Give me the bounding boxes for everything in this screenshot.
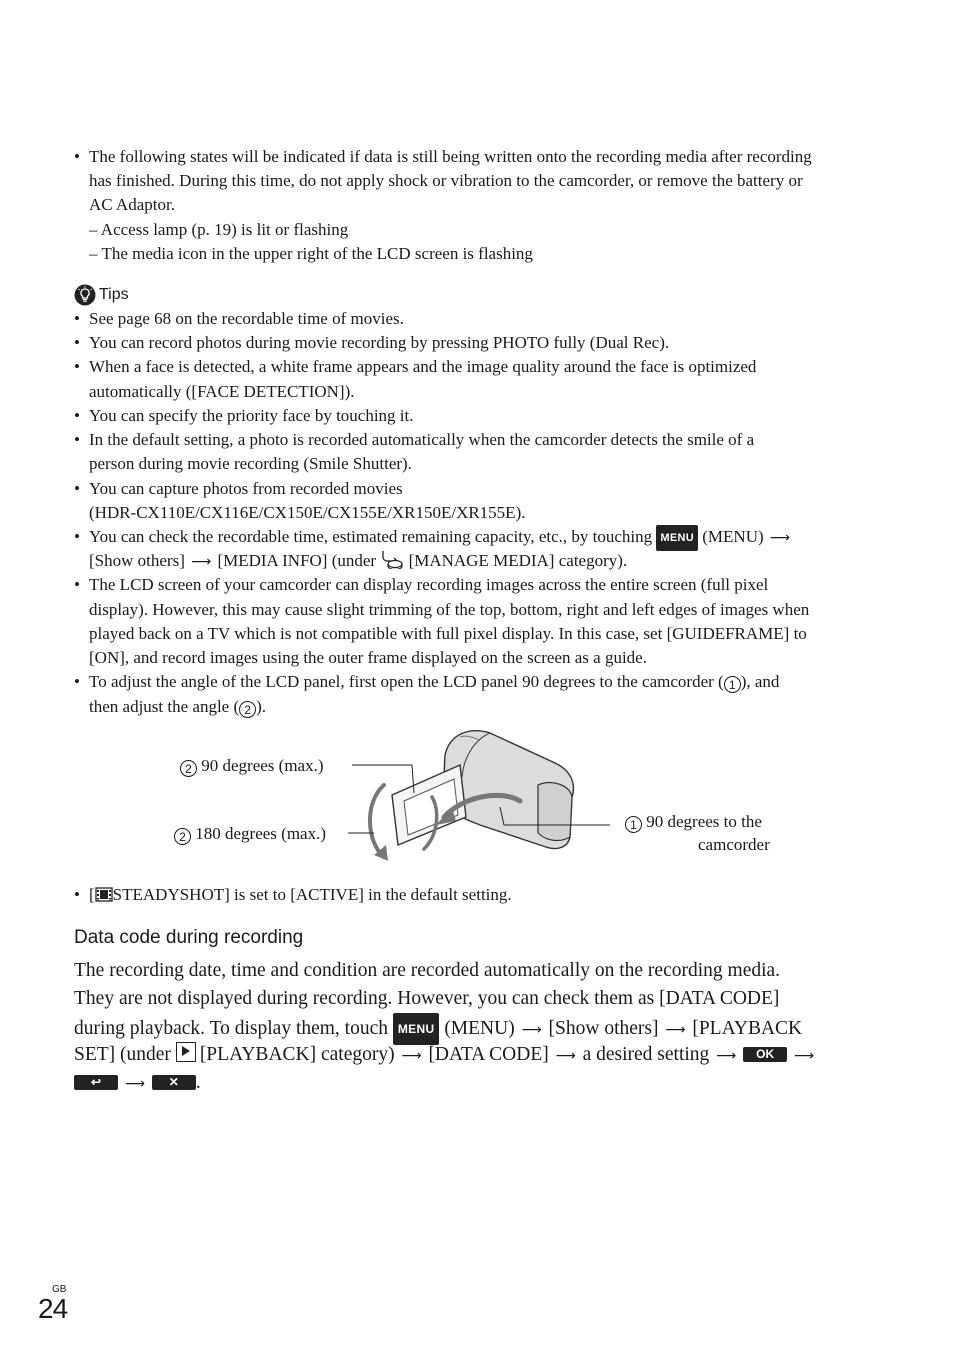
tip-9-text-b: ), and xyxy=(740,672,780,691)
datacode-line-1: The recording date, time and condition are recorded automatically on the recording media. xyxy=(74,960,781,981)
datacode-text: [PLAYBACK xyxy=(692,1018,803,1039)
circled-number-2: 2 xyxy=(180,760,197,777)
tip-7-text-e: [MANAGE MEDIA] category). xyxy=(408,551,628,570)
tip-8-line-3: played back on a TV which is not compatible with full pixel display. In this case, set [GUIDEFRAME] to xyxy=(89,624,807,643)
tips-label: Tips xyxy=(99,286,129,303)
circled-number-1: 1 xyxy=(724,676,741,693)
datacode-text: during playback. To display them, touch xyxy=(74,1018,389,1039)
arrow-icon: ⟶ xyxy=(769,530,790,546)
bullet-dot: • xyxy=(74,479,80,498)
tip-5-line-2: person during movie recording (Smile Shutter). xyxy=(89,454,412,473)
datacode-line-4 xyxy=(74,1041,816,1070)
datacode-text: SET] (under xyxy=(74,1044,171,1065)
bullet-dot: • xyxy=(74,885,80,904)
bullet-dot: • xyxy=(74,357,80,376)
tip-9-line-2 xyxy=(89,695,266,719)
menu-icon: MENU xyxy=(656,525,698,551)
steadyshot-text: STEADYSHOT] is set to [ACTIVE] in the default setting. xyxy=(112,885,512,904)
figure-label-90-camcorder-line2: camcorder xyxy=(698,835,770,854)
section-heading: Data code during recording xyxy=(74,927,304,948)
bullet-dot: • xyxy=(74,147,80,166)
datacode-line-2: They are not displayed during recording. However, you can check them as [DATA CODE] xyxy=(74,988,780,1009)
bullet-dot: • xyxy=(74,406,80,425)
datacode-text: (MENU) xyxy=(444,1018,515,1039)
swivel-arrow xyxy=(370,785,384,853)
circled-number-2: 2 xyxy=(239,701,256,718)
arrow-icon: ⟶ xyxy=(794,1048,815,1064)
page-number: 24 xyxy=(38,1293,68,1324)
tip-1: See page 68 on the recordable time of movies. xyxy=(89,309,404,328)
label-text: 90 degrees (max.) xyxy=(201,756,324,775)
bullet-dot: • xyxy=(74,430,80,449)
bullet-dot: • xyxy=(74,575,80,594)
datacode-text: [Show others] xyxy=(548,1018,659,1039)
intro-line-1: The following states will be indicated if data is still being written onto the recording media after recording xyxy=(89,147,812,166)
circled-number-2: 2 xyxy=(174,828,191,845)
intro-line-2: has finished. During this time, do not apply shock or vibration to the camcorder, or remove the battery or xyxy=(89,171,803,190)
intro-dash-2: – The media icon in the upper right of the LCD screen is flashing xyxy=(89,244,533,263)
bullet-dot: • xyxy=(74,309,80,328)
tip-9-text-d: ). xyxy=(256,697,267,716)
arrow-icon: ⟶ xyxy=(716,1048,737,1064)
tip-8-line-4: [ON], and record images using the outer frame displayed on the screen as a guide. xyxy=(89,648,647,667)
tip-7-text-b: (MENU) xyxy=(702,527,764,546)
arrow-icon: ⟶ xyxy=(191,554,212,570)
tip-7-text-c: [Show others] xyxy=(89,551,185,570)
intro-dash-1: – Access lamp (p. 19) is lit or flashing xyxy=(89,220,349,239)
back-button: ↩ xyxy=(74,1075,118,1090)
tip-9-text-a: To adjust the angle of the LCD panel, first open the LCD panel 90 degrees to the camcorder ( xyxy=(89,672,724,691)
tip-7-text-a: You can check the recordable time, estimated remaining capacity, etc., by touching xyxy=(89,527,653,546)
arrow-icon: ⟶ xyxy=(401,1048,422,1064)
bullet-dot: • xyxy=(74,527,80,546)
lightbulb-icon xyxy=(74,284,96,306)
menu-icon: MENU xyxy=(393,1013,440,1045)
label-text: 90 degrees to the xyxy=(646,812,762,831)
arrow-icon: ⟶ xyxy=(521,1022,542,1038)
datacode-text: [DATA CODE] xyxy=(428,1044,549,1065)
tip-8-line-1: The LCD screen of your camcorder can display recording images across the entire screen (full pixel xyxy=(89,575,769,594)
film-icon xyxy=(95,885,113,909)
label-text: 180 degrees (max.) xyxy=(195,824,327,843)
lens xyxy=(538,783,572,841)
camcorder-illustration xyxy=(340,725,620,865)
steadyshot-open-bracket: [ xyxy=(89,885,95,904)
region-code: GB xyxy=(52,1284,67,1295)
playback-icon xyxy=(176,1042,196,1062)
datacode-text: [PLAYBACK] category) xyxy=(199,1044,395,1065)
figure-label-180-max xyxy=(174,822,326,846)
close-button: ✕ xyxy=(152,1075,196,1090)
tip-2: You can record photos during movie recording by pressing PHOTO fully (Dual Rec). xyxy=(89,333,670,352)
tip-7-line-1 xyxy=(89,525,792,551)
circled-number-1: 1 xyxy=(625,816,642,833)
tip-3-line-1: When a face is detected, a white frame appears and the image quality around the face is optimized xyxy=(89,357,757,376)
arrow-icon: ⟶ xyxy=(665,1022,686,1038)
steadyshot-line xyxy=(89,883,512,909)
figure-label-90-max xyxy=(180,754,324,778)
bullet-dot: • xyxy=(74,333,80,352)
tip-9-line-1 xyxy=(89,670,779,694)
datacode-period: . xyxy=(195,1072,201,1093)
figure-label-90-camcorder xyxy=(625,810,762,834)
tip-5-line-1: In the default setting, a photo is recorded automatically when the camcorder detects the smile of a xyxy=(89,430,755,449)
datacode-line-5 xyxy=(74,1069,201,1098)
tips-heading xyxy=(74,284,129,306)
tip-7-text-d: [MEDIA INFO] (under xyxy=(217,551,377,570)
datacode-text: a desired setting xyxy=(582,1044,710,1065)
bullet-dot: • xyxy=(74,672,80,691)
arrow-icon: ⟶ xyxy=(555,1048,576,1064)
intro-line-3: AC Adaptor. xyxy=(89,195,175,214)
ok-button: OK xyxy=(743,1047,787,1062)
tip-6-line-2: (HDR-CX110E/CX116E/CX150E/CX155E/XR150E/XR155E). xyxy=(89,503,526,522)
tip-9-text-c: then adjust the angle ( xyxy=(89,697,240,716)
tip-6-line-1: You can capture photos from recorded movies xyxy=(89,479,403,498)
arrow-icon: ⟶ xyxy=(124,1076,145,1092)
tip-8-line-2: display). However, this may cause slight trimming of the top, bottom, right and left edges of images when xyxy=(89,600,810,619)
tip-4: You can specify the priority face by touching it. xyxy=(89,406,414,425)
tip-3-line-2: automatically ([FACE DETECTION]). xyxy=(89,382,355,401)
